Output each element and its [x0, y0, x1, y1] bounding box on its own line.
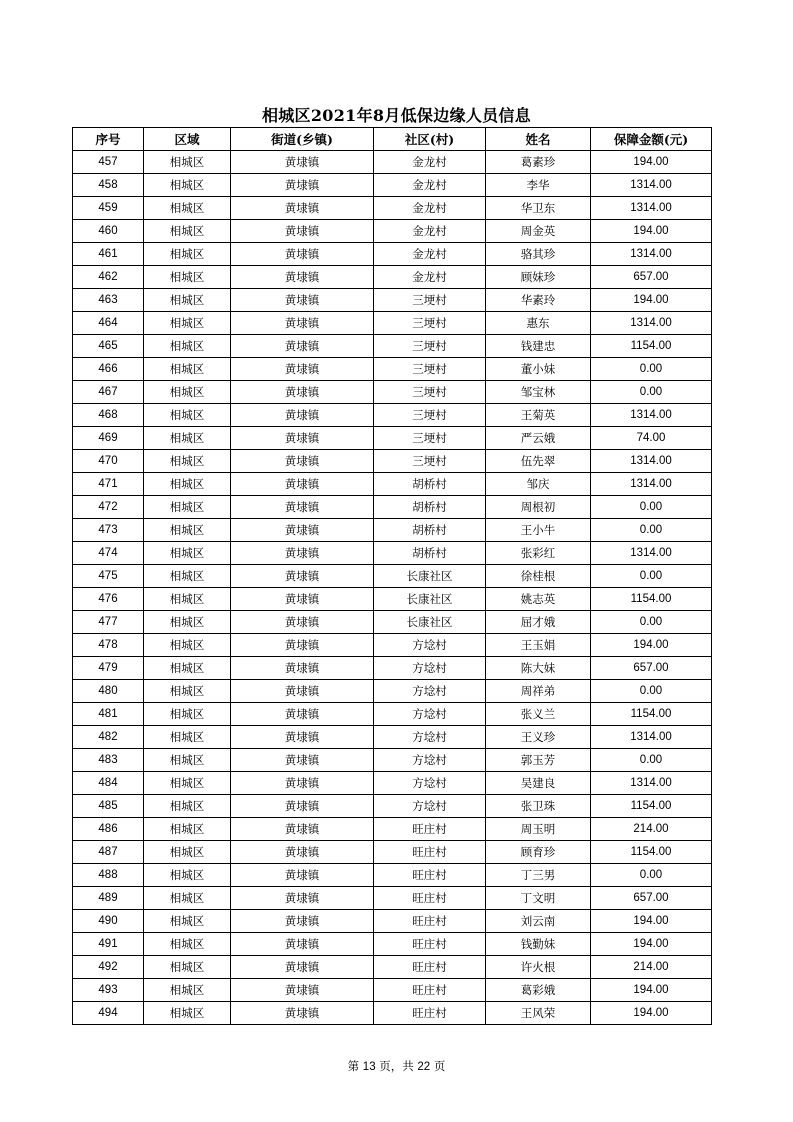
cell-amount: 0.00	[591, 381, 712, 404]
table-row	[73, 220, 712, 243]
cell-name: 钱勤妹	[486, 933, 591, 956]
cell-amount: 1314.00	[591, 197, 712, 220]
cell-amount: 1314.00	[591, 312, 712, 335]
cell-community: 旺庄村	[374, 910, 486, 933]
cell-index: 483	[73, 749, 144, 772]
table-row	[73, 772, 712, 795]
cell-name: 骆其珍	[486, 243, 591, 266]
table-row	[73, 680, 712, 703]
cell-name: 吴建良	[486, 772, 591, 795]
table-row	[73, 818, 712, 841]
cell-district: 相城区	[144, 933, 231, 956]
cell-community: 胡桥村	[374, 496, 486, 519]
table-row	[73, 312, 712, 335]
cell-index: 476	[73, 588, 144, 611]
cell-amount: 1154.00	[591, 703, 712, 726]
cell-index: 485	[73, 795, 144, 818]
table-row	[73, 726, 712, 749]
table-header-row	[73, 128, 712, 151]
cell-street: 黄埭镇	[231, 818, 374, 841]
table-row	[73, 151, 712, 174]
cell-index: 477	[73, 611, 144, 634]
footer-middle: 页，共	[379, 1059, 414, 1073]
cell-name: 郭玉芳	[486, 749, 591, 772]
cell-amount: 194.00	[591, 910, 712, 933]
cell-name: 伍先翠	[486, 450, 591, 473]
cell-name: 王义珍	[486, 726, 591, 749]
cell-street: 黄埭镇	[231, 979, 374, 1002]
header-name: 姓名	[486, 128, 591, 151]
cell-amount: 1154.00	[591, 795, 712, 818]
cell-district: 相城区	[144, 542, 231, 565]
table-row	[73, 427, 712, 450]
cell-street: 黄埭镇	[231, 565, 374, 588]
cell-street: 黄埭镇	[231, 450, 374, 473]
cell-index: 473	[73, 519, 144, 542]
cell-name: 屈才娥	[486, 611, 591, 634]
cell-amount: 0.00	[591, 519, 712, 542]
footer-page-number: 13	[362, 1061, 376, 1073]
cell-name: 张义兰	[486, 703, 591, 726]
cell-amount: 0.00	[591, 611, 712, 634]
cell-street: 黄埭镇	[231, 910, 374, 933]
cell-community: 旺庄村	[374, 956, 486, 979]
cell-street: 黄埭镇	[231, 174, 374, 197]
table-row	[73, 979, 712, 1002]
cell-amount: 194.00	[591, 979, 712, 1002]
table-row	[73, 864, 712, 887]
cell-name: 李华	[486, 174, 591, 197]
cell-name: 顾妹珍	[486, 266, 591, 289]
cell-index: 461	[73, 243, 144, 266]
cell-community: 长康社区	[374, 588, 486, 611]
cell-street: 黄埭镇	[231, 312, 374, 335]
cell-index: 464	[73, 312, 144, 335]
cell-district: 相城区	[144, 151, 231, 174]
cell-community: 旺庄村	[374, 818, 486, 841]
table-row	[73, 1002, 712, 1025]
table-row	[73, 197, 712, 220]
cell-community: 方埝村	[374, 634, 486, 657]
header-amount: 保障金额(元)	[591, 128, 712, 151]
cell-index: 466	[73, 358, 144, 381]
header-index: 序号	[73, 128, 144, 151]
cell-district: 相城区	[144, 220, 231, 243]
cell-street: 黄埭镇	[231, 611, 374, 634]
header-district: 区域	[144, 128, 231, 151]
cell-index: 490	[73, 910, 144, 933]
cell-amount: 74.00	[591, 427, 712, 450]
cell-district: 相城区	[144, 381, 231, 404]
cell-community: 方埝村	[374, 795, 486, 818]
cell-name: 葛彩娥	[486, 979, 591, 1002]
cell-index: 470	[73, 450, 144, 473]
cell-name: 华素玲	[486, 289, 591, 312]
cell-amount: 0.00	[591, 749, 712, 772]
cell-community: 金龙村	[374, 174, 486, 197]
cell-name: 周祥弟	[486, 680, 591, 703]
cell-district: 相城区	[144, 795, 231, 818]
cell-name: 丁文明	[486, 887, 591, 910]
cell-district: 相城区	[144, 404, 231, 427]
table-row	[73, 956, 712, 979]
table-row	[73, 404, 712, 427]
cell-amount: 194.00	[591, 1002, 712, 1025]
cell-community: 三埂村	[374, 312, 486, 335]
cell-name: 周金英	[486, 220, 591, 243]
cell-district: 相城区	[144, 611, 231, 634]
cell-street: 黄埭镇	[231, 680, 374, 703]
header-street: 街道(乡镇)	[231, 128, 374, 151]
cell-community: 三埂村	[374, 335, 486, 358]
cell-amount: 0.00	[591, 496, 712, 519]
table-row	[73, 795, 712, 818]
cell-district: 相城区	[144, 450, 231, 473]
cell-name: 张卫珠	[486, 795, 591, 818]
cell-street: 黄埭镇	[231, 703, 374, 726]
cell-district: 相城区	[144, 657, 231, 680]
cell-district: 相城区	[144, 312, 231, 335]
cell-street: 黄埭镇	[231, 726, 374, 749]
cell-amount: 657.00	[591, 266, 712, 289]
cell-street: 黄埭镇	[231, 841, 374, 864]
cell-street: 黄埭镇	[231, 473, 374, 496]
cell-index: 488	[73, 864, 144, 887]
cell-name: 丁三男	[486, 864, 591, 887]
cell-name: 邹宝林	[486, 381, 591, 404]
cell-index: 484	[73, 772, 144, 795]
cell-community: 旺庄村	[374, 864, 486, 887]
cell-name: 许火根	[486, 956, 591, 979]
cell-district: 相城区	[144, 519, 231, 542]
footer-prefix: 第	[347, 1059, 360, 1073]
cell-index: 471	[73, 473, 144, 496]
header-community: 社区(村)	[374, 128, 486, 151]
cell-street: 黄埭镇	[231, 266, 374, 289]
cell-amount: 1154.00	[591, 335, 712, 358]
table-row	[73, 841, 712, 864]
cell-district: 相城区	[144, 197, 231, 220]
table-row	[73, 542, 712, 565]
footer-suffix: 页	[433, 1059, 446, 1073]
cell-community: 旺庄村	[374, 933, 486, 956]
table-row	[73, 611, 712, 634]
cell-street: 黄埭镇	[231, 335, 374, 358]
cell-street: 黄埭镇	[231, 657, 374, 680]
cell-index: 491	[73, 933, 144, 956]
cell-index: 468	[73, 404, 144, 427]
table-row	[73, 565, 712, 588]
data-table	[72, 127, 712, 1025]
cell-name: 王菊英	[486, 404, 591, 427]
cell-community: 三埂村	[374, 358, 486, 381]
cell-amount: 194.00	[591, 151, 712, 174]
cell-district: 相城区	[144, 749, 231, 772]
cell-street: 黄埭镇	[231, 427, 374, 450]
document-title: 相城区2021年8月低保边缘人员信息	[261, 106, 532, 125]
cell-name: 王风荣	[486, 1002, 591, 1025]
cell-amount: 657.00	[591, 887, 712, 910]
cell-amount: 194.00	[591, 933, 712, 956]
cell-district: 相城区	[144, 864, 231, 887]
table-row	[73, 266, 712, 289]
cell-name: 周根初	[486, 496, 591, 519]
cell-street: 黄埭镇	[231, 588, 374, 611]
table-row	[73, 496, 712, 519]
cell-index: 480	[73, 680, 144, 703]
cell-name: 严云娥	[486, 427, 591, 450]
cell-name: 顾育珍	[486, 841, 591, 864]
cell-district: 相城区	[144, 910, 231, 933]
cell-district: 相城区	[144, 588, 231, 611]
table-body	[73, 151, 712, 1025]
table-row	[73, 910, 712, 933]
cell-community: 方埝村	[374, 726, 486, 749]
cell-index: 459	[73, 197, 144, 220]
cell-district: 相城区	[144, 887, 231, 910]
table-row	[73, 657, 712, 680]
cell-community: 胡桥村	[374, 519, 486, 542]
cell-amount: 214.00	[591, 818, 712, 841]
cell-index: 487	[73, 841, 144, 864]
cell-street: 黄埭镇	[231, 933, 374, 956]
cell-street: 黄埭镇	[231, 749, 374, 772]
cell-street: 黄埭镇	[231, 887, 374, 910]
cell-name: 周玉明	[486, 818, 591, 841]
cell-index: 479	[73, 657, 144, 680]
cell-street: 黄埭镇	[231, 496, 374, 519]
cell-community: 胡桥村	[374, 473, 486, 496]
cell-community: 金龙村	[374, 151, 486, 174]
cell-community: 长康社区	[374, 565, 486, 588]
table-row	[73, 933, 712, 956]
cell-index: 489	[73, 887, 144, 910]
cell-street: 黄埭镇	[231, 864, 374, 887]
cell-amount: 1154.00	[591, 841, 712, 864]
cell-index: 481	[73, 703, 144, 726]
cell-name: 王玉娟	[486, 634, 591, 657]
cell-name: 邹庆	[486, 473, 591, 496]
cell-street: 黄埭镇	[231, 404, 374, 427]
cell-amount: 0.00	[591, 565, 712, 588]
cell-name: 葛素珍	[486, 151, 591, 174]
table-row	[73, 703, 712, 726]
cell-amount: 1314.00	[591, 726, 712, 749]
table-row	[73, 749, 712, 772]
cell-index: 458	[73, 174, 144, 197]
cell-district: 相城区	[144, 289, 231, 312]
cell-street: 黄埭镇	[231, 795, 374, 818]
table-row	[73, 450, 712, 473]
cell-community: 旺庄村	[374, 979, 486, 1002]
cell-name: 姚志英	[486, 588, 591, 611]
cell-street: 黄埭镇	[231, 772, 374, 795]
cell-index: 494	[73, 1002, 144, 1025]
cell-street: 黄埭镇	[231, 358, 374, 381]
cell-index: 478	[73, 634, 144, 657]
cell-street: 黄埭镇	[231, 197, 374, 220]
cell-street: 黄埭镇	[231, 1002, 374, 1025]
cell-name: 张彩红	[486, 542, 591, 565]
cell-amount: 214.00	[591, 956, 712, 979]
cell-street: 黄埭镇	[231, 381, 374, 404]
table-row	[73, 381, 712, 404]
cell-name: 钱建忠	[486, 335, 591, 358]
cell-street: 黄埭镇	[231, 519, 374, 542]
cell-index: 475	[73, 565, 144, 588]
cell-name: 刘云南	[486, 910, 591, 933]
cell-amount: 657.00	[591, 657, 712, 680]
cell-district: 相城区	[144, 703, 231, 726]
cell-district: 相城区	[144, 565, 231, 588]
cell-amount: 1314.00	[591, 473, 712, 496]
cell-name: 惠东	[486, 312, 591, 335]
cell-amount: 1314.00	[591, 404, 712, 427]
cell-street: 黄埭镇	[231, 289, 374, 312]
table-row	[73, 588, 712, 611]
table-row	[73, 289, 712, 312]
cell-district: 相城区	[144, 335, 231, 358]
cell-index: 486	[73, 818, 144, 841]
cell-district: 相城区	[144, 1002, 231, 1025]
cell-index: 460	[73, 220, 144, 243]
cell-street: 黄埭镇	[231, 542, 374, 565]
table-row	[73, 634, 712, 657]
cell-district: 相城区	[144, 634, 231, 657]
cell-district: 相城区	[144, 266, 231, 289]
cell-community: 金龙村	[374, 243, 486, 266]
cell-district: 相城区	[144, 496, 231, 519]
cell-district: 相城区	[144, 473, 231, 496]
cell-street: 黄埭镇	[231, 151, 374, 174]
cell-amount: 0.00	[591, 680, 712, 703]
cell-community: 金龙村	[374, 197, 486, 220]
table-row	[73, 473, 712, 496]
cell-community: 旺庄村	[374, 841, 486, 864]
cell-index: 492	[73, 956, 144, 979]
cell-amount: 1314.00	[591, 542, 712, 565]
cell-district: 相城区	[144, 979, 231, 1002]
cell-community: 长康社区	[374, 611, 486, 634]
cell-street: 黄埭镇	[231, 243, 374, 266]
cell-index: 463	[73, 289, 144, 312]
cell-name: 王小牛	[486, 519, 591, 542]
cell-amount: 194.00	[591, 634, 712, 657]
cell-community: 方埝村	[374, 657, 486, 680]
cell-community: 胡桥村	[374, 542, 486, 565]
cell-amount: 0.00	[591, 358, 712, 381]
cell-index: 493	[73, 979, 144, 1002]
cell-community: 三埂村	[374, 427, 486, 450]
cell-index: 472	[73, 496, 144, 519]
cell-name: 徐桂根	[486, 565, 591, 588]
cell-street: 黄埭镇	[231, 956, 374, 979]
cell-amount: 194.00	[591, 289, 712, 312]
cell-amount: 194.00	[591, 220, 712, 243]
cell-district: 相城区	[144, 956, 231, 979]
cell-district: 相城区	[144, 358, 231, 381]
table-row	[73, 335, 712, 358]
footer-total-pages: 22	[417, 1061, 431, 1073]
cell-name: 董小妹	[486, 358, 591, 381]
cell-index: 457	[73, 151, 144, 174]
cell-amount: 1314.00	[591, 174, 712, 197]
cell-community: 三埂村	[374, 450, 486, 473]
cell-index: 469	[73, 427, 144, 450]
cell-amount: 0.00	[591, 864, 712, 887]
cell-amount: 1314.00	[591, 772, 712, 795]
cell-community: 金龙村	[374, 220, 486, 243]
cell-community: 三埂村	[374, 381, 486, 404]
cell-index: 474	[73, 542, 144, 565]
table-row	[73, 358, 712, 381]
page-footer	[0, 1058, 793, 1074]
cell-name: 华卫东	[486, 197, 591, 220]
table-row	[73, 243, 712, 266]
cell-community: 旺庄村	[374, 887, 486, 910]
cell-community: 三埂村	[374, 404, 486, 427]
cell-community: 方埝村	[374, 772, 486, 795]
cell-community: 旺庄村	[374, 1002, 486, 1025]
cell-index: 462	[73, 266, 144, 289]
cell-community: 方埝村	[374, 703, 486, 726]
cell-district: 相城区	[144, 818, 231, 841]
cell-community: 金龙村	[374, 266, 486, 289]
cell-district: 相城区	[144, 174, 231, 197]
cell-index: 467	[73, 381, 144, 404]
cell-community: 方埝村	[374, 680, 486, 703]
cell-amount: 1154.00	[591, 588, 712, 611]
cell-amount: 1314.00	[591, 450, 712, 473]
cell-community: 三埂村	[374, 289, 486, 312]
table-row	[73, 519, 712, 542]
table-row	[73, 174, 712, 197]
cell-amount: 1314.00	[591, 243, 712, 266]
cell-name: 陈大妹	[486, 657, 591, 680]
table-row	[73, 887, 712, 910]
cell-district: 相城区	[144, 427, 231, 450]
cell-index: 482	[73, 726, 144, 749]
cell-district: 相城区	[144, 243, 231, 266]
cell-index: 465	[73, 335, 144, 358]
cell-district: 相城区	[144, 841, 231, 864]
cell-district: 相城区	[144, 726, 231, 749]
cell-community: 方埝村	[374, 749, 486, 772]
cell-street: 黄埭镇	[231, 220, 374, 243]
cell-street: 黄埭镇	[231, 634, 374, 657]
cell-district: 相城区	[144, 772, 231, 795]
cell-district: 相城区	[144, 680, 231, 703]
